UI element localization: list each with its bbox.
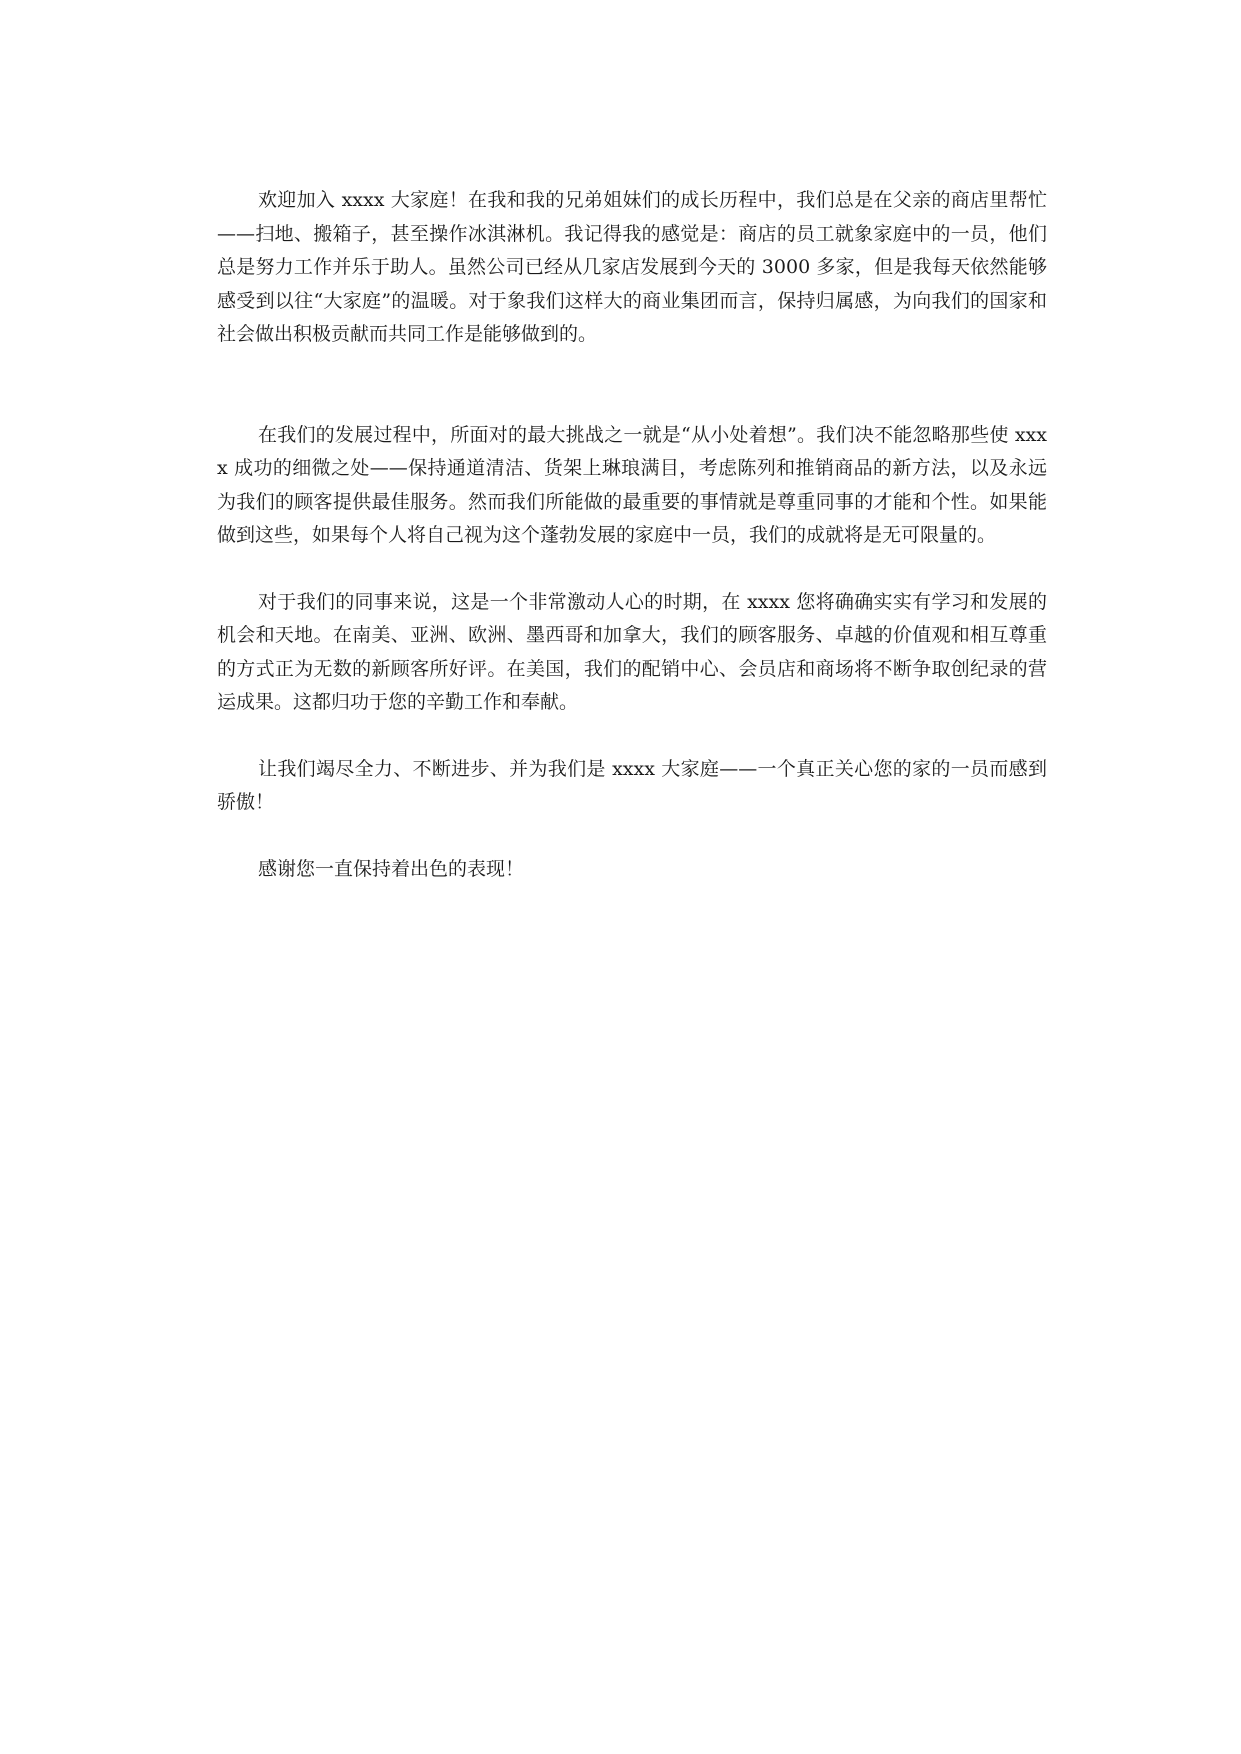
paragraph-pride: 让我们竭尽全力、不断进步、并为我们是 xxxx 大家庭——一个真正关心您的家的一员而感到骄傲！ (217, 757, 1047, 813)
paragraph-opportunity: 对于我们的同事来说，这是一个非常激动人心的时期，在 xxxx 您将确确实实有学习和发展的机会和天地。在南美、亚洲、欧洲、墨西哥和加拿大，我们的顾客服务、卓越的价值观和相互尊重的方式正为无数的新顾客所好评。在美国，我们的配销中心、会员店和商场将不断争取创纪录的营运成果。这都归功于您的辛勤工作和奉献。 (217, 590, 1047, 713)
paragraph-thanks: 感谢您一直保持着出色的表现！ (258, 857, 525, 880)
paragraph-challenge: 在我们的发展过程中，所面对的最大挑战之一就是“从小处着想”。我们决不能忽略那些使 xxxx 成功的细微之处——保持通道清洁、货架上琳琅满目，考虑陈列和推销商品的新方法，以及永远为我们的顾客提供最佳服务。然而我们所能做的最重要的事情就是尊重同事的才能和个性。如果能做到这些，如果每个人将自己视为这个蓬勃发展的家庭中一员，我们的成就将是无可限量的。 (217, 423, 1047, 546)
document-body (217, 184, 1047, 886)
paragraph-welcome: 欢迎加入 xxxx 大家庭！在我和我的兄弟姐妹们的成长历程中，我们总是在父亲的商店里帮忙——扫地、搬箱子，甚至操作冰淇淋机。我记得我的感觉是：商店的员工就象家庭中的一员，他们总是努力工作并乐于助人。虽然公司已经从几家店发展到今天的 3000 多家，但是我每天依然能够感受到以往“大家庭”的温暖。对于象我们这样大的商业集团而言，保持归属感，为向我们的国家和社会做出积极贡献而共同工作是能够做到的。 (217, 189, 1047, 345)
